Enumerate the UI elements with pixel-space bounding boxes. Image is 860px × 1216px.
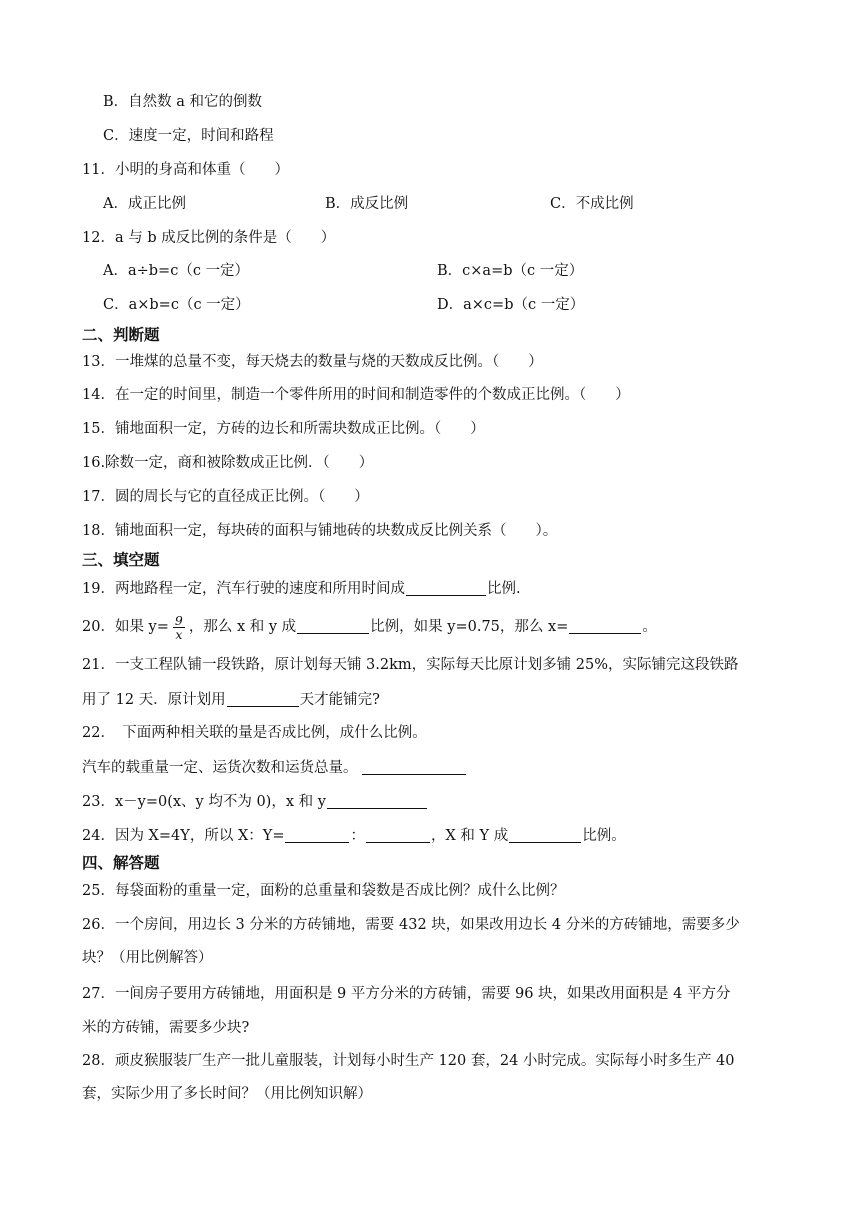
q24-colon: ： (350, 828, 365, 844)
q21-text-end: 天才能铺完? (299, 692, 380, 708)
question-15: 15．铺地面积一定，方砖的边长和所需块数成正比例。（ ） (82, 421, 485, 437)
q20-text-mid2: 比例，如果 y=0.75，那么 x= (370, 619, 569, 635)
q12-option-a: A．a÷b=c（c 一定） (103, 263, 250, 279)
question-22-sub (82, 758, 467, 778)
fraction-9-over-x (173, 614, 185, 641)
q20-text-start: 20．如果 y= (82, 619, 169, 635)
q19-text-start: 19．两地路程一定，汽车行驶的速度和所用时间成 (82, 581, 405, 597)
question-12: 12．a 与 b 成反比例的条件是（ ） (82, 230, 336, 246)
question-21-line-2 (82, 690, 380, 710)
q10-option-b: B．自然数 a 和它的倒数 (103, 94, 263, 110)
answer-blank[interactable] (227, 690, 299, 707)
q19-text-end: 比例. (486, 581, 521, 597)
section-heading-fill-blank: 三、填空题 (82, 551, 160, 569)
question-18: 18．铺地面积一定，每块砖的面积与铺地砖的块数成反比例关系（ ）。 (82, 523, 558, 539)
q11-option-b: B．成反比例 (325, 196, 409, 212)
q20-text-end: 。 (642, 619, 657, 635)
q24-text-mid: ，X 和 Y 成 (430, 828, 509, 844)
question-28-line-1: 28．顽皮猴服装厂生产一批儿童服装，计划每小时生产 120 套，24 小时完成。实际每小时多生产 40 (82, 1053, 735, 1069)
question-24 (82, 826, 626, 846)
question-22: 22． 下面两种相关联的量是否成比例，成什么比例。 (82, 725, 427, 741)
q24-text-end: 比例。 (582, 828, 626, 844)
answer-blank[interactable] (366, 826, 430, 843)
question-21-line-1: 21．一支工程队铺一段铁路，原计划每天铺 3.2km，实际每天比原计划多铺 25%，实际铺完这段铁路 (82, 657, 739, 673)
answer-blank[interactable] (297, 617, 369, 634)
answer-blank[interactable] (406, 579, 486, 596)
answer-blank[interactable] (569, 617, 641, 634)
question-27-line-1: 27．一间房子要用方砖铺地，用面积是 9 平方分米的方砖铺，需要 96 块，如果改用面积是 4 平方分 (82, 986, 731, 1002)
q11-option-a: A．成正比例 (103, 196, 186, 212)
question-27-line-2: 米的方砖铺，需要多少块? (82, 1020, 250, 1036)
question-28-line-2: 套，实际少用了多长时间？（用比例知识解） (82, 1086, 372, 1102)
question-25: 25．每袋面粉的重量一定，面粉的总重量和袋数是否成比例？成什么比例？ (82, 883, 565, 899)
fraction-denominator: x (175, 626, 183, 642)
section-heading-judgement: 二、判断题 (82, 326, 160, 344)
q10-option-c: C．速度一定，时间和路程 (103, 128, 274, 144)
question-17: 17．圆的周长与它的直径成正比例。（ ） (82, 489, 369, 505)
answer-blank[interactable] (362, 758, 466, 775)
question-20 (82, 612, 657, 642)
question-26-line-2: 块？（用比例解答） (82, 950, 213, 966)
q11-option-c: C．不成比例 (550, 196, 634, 212)
question-23 (82, 792, 428, 812)
question-13: 13．一堆煤的总量不变，每天烧去的数量与烧的天数成反比例。（ ） (82, 354, 543, 370)
question-14: 14．在一定的时间里，制造一个零件所用的时间和制造零件的个数成正比例。（ ） (82, 387, 630, 403)
q12-option-c: C．a×b=c（c 一定） (103, 297, 250, 313)
answer-blank[interactable] (285, 826, 349, 843)
q21-text-start: 用了 12 天．原计划用 (82, 692, 226, 708)
question-11: 11．小明的身高和体重（ ） (82, 162, 289, 178)
question-26-line-1: 26．一个房间，用边长 3 分米的方砖铺地，需要 432 块，如果改用边长 4 分米的方砖铺地，需要多少 (82, 917, 740, 933)
answer-blank[interactable] (509, 826, 581, 843)
question-19 (82, 579, 521, 599)
q22-sub-text: 汽车的载重量一定、运货次数和运货总量。 (82, 760, 358, 776)
answer-blank[interactable] (327, 792, 427, 809)
fraction-numerator: 9 (174, 612, 183, 628)
q12-option-d: D．a×c=b（c 一定） (437, 297, 585, 313)
question-16: 16.除数一定，商和被除数成正比例．（ ） (82, 455, 374, 471)
q20-text-mid: ，那么 x 和 y 成 (188, 619, 297, 635)
q24-text-start: 24．因为 X=4Y，所以 X：Y= (82, 828, 285, 844)
q12-option-b: B．c×a=b（c 一定） (437, 263, 584, 279)
section-heading-solve: 四、解答题 (82, 854, 160, 872)
q23-text: 23．x－y=0(x、y 均不为 0)，x 和 y (82, 794, 326, 810)
